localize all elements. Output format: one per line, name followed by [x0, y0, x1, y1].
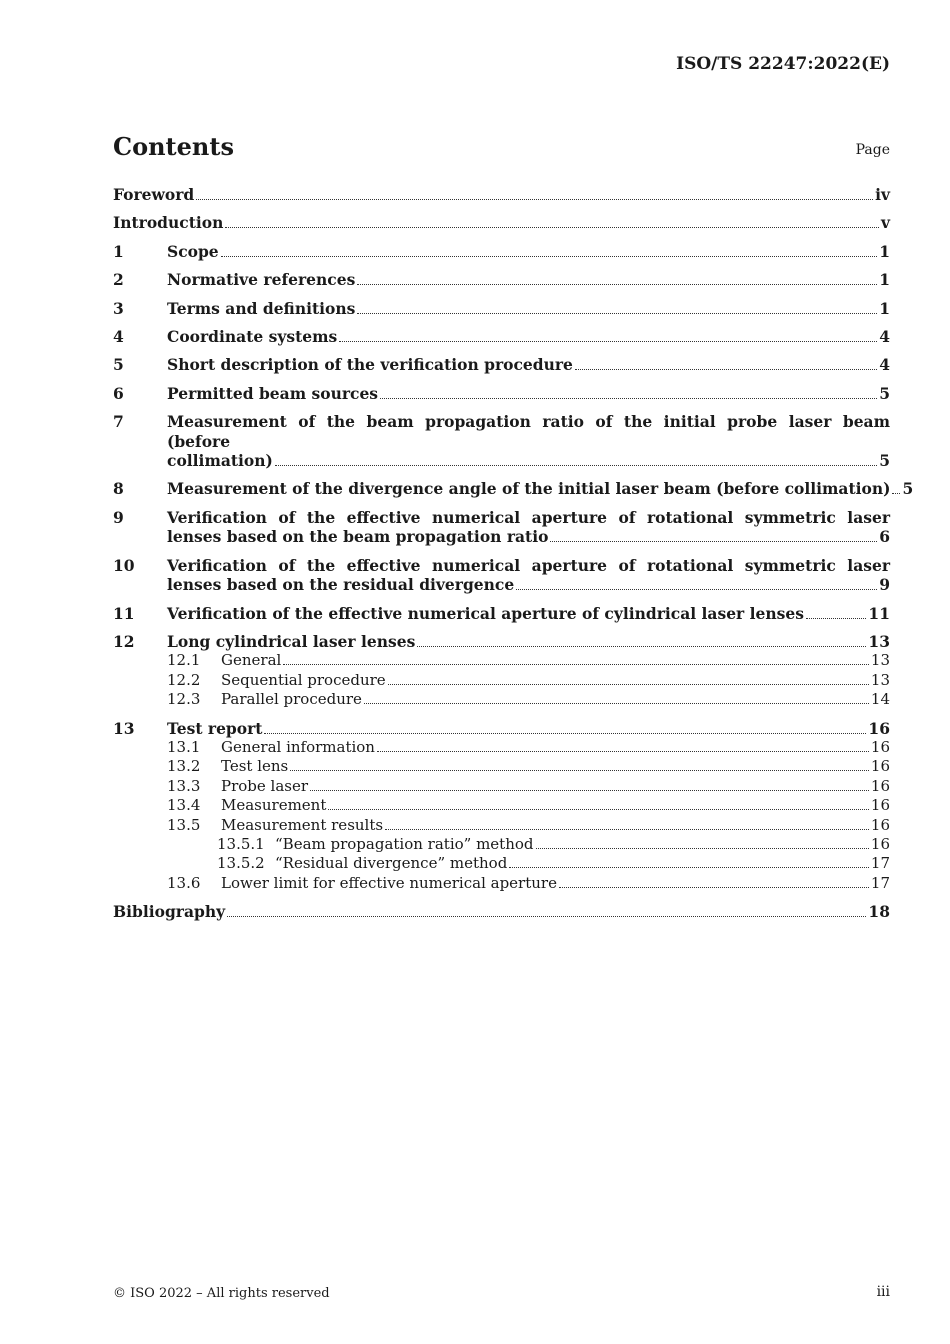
document-id: ISO/TS 22247:2022(E) — [676, 54, 890, 74]
toc-entry-number: 13 — [113, 718, 135, 738]
toc-entry-title-line: Parallel procedure — [221, 690, 362, 709]
toc-entry-number: 13.3 — [167, 776, 201, 795]
toc-entry-page: 1 — [879, 298, 890, 318]
toc-entry-title-line: Verification of the effective numerical aperture of rotational symmetric laser — [167, 555, 890, 575]
dot-leader — [357, 312, 877, 314]
toc-entry-page: 1 — [879, 270, 890, 290]
toc-entry[interactable] — [113, 690, 890, 709]
toc-entry[interactable] — [113, 479, 914, 499]
toc-entry-title-line: General information — [221, 737, 375, 756]
dot-leader — [339, 340, 877, 342]
toc-entry[interactable] — [113, 651, 890, 670]
toc-entry-title-line: Sequential procedure — [221, 670, 386, 689]
toc-entry-title-line: collimation) — [167, 451, 273, 471]
dot-leader — [364, 702, 869, 704]
toc-entry-number: 13.6 — [167, 873, 201, 892]
toc-entry[interactable] — [113, 632, 890, 651]
toc-entry-title — [221, 690, 890, 709]
toc-entry-number: 2 — [113, 270, 124, 290]
toc-entry[interactable] — [113, 604, 890, 623]
toc-entry-page: 5 — [879, 383, 890, 403]
toc-entry-number: 11 — [113, 603, 135, 623]
dot-leader — [310, 789, 869, 791]
toc-entry-title — [221, 757, 890, 776]
toc-entry-number: 4 — [113, 327, 124, 347]
page-column-label: Page — [855, 142, 890, 158]
toc-entry-page: 5 — [879, 451, 890, 471]
toc-entry-title — [221, 777, 890, 796]
toc-entry-number: 13.5.2 — [217, 854, 265, 873]
toc-entry-title — [221, 651, 890, 670]
toc-entry-page: 16 — [868, 718, 890, 738]
toc-entry-title-line: Measurement of the beam propagation ratio of the initial probe laser beam (before — [167, 412, 890, 451]
toc-entry-page: 14 — [870, 690, 890, 709]
toc-entry-title-line: lenses based on the beam propagation ratio — [167, 527, 549, 547]
toc-entry-title-line: lenses based on the residual divergence — [167, 575, 515, 595]
toc-entry-title-line: Bibliography — [113, 902, 226, 922]
toc-entry-number: 12.2 — [167, 670, 201, 689]
toc-entry[interactable] — [113, 719, 890, 738]
toc-entry[interactable] — [113, 816, 890, 835]
toc-entry-title-line: Foreword — [113, 185, 195, 204]
toc-entry-page: 18 — [868, 902, 890, 922]
toc-entry[interactable] — [113, 384, 890, 403]
toc-entry-title-line: Probe laser — [221, 776, 309, 795]
toc-entry-page: 4 — [879, 327, 890, 347]
toc-entry-title — [113, 185, 890, 204]
toc-entry-title — [113, 902, 890, 921]
dot-leader — [516, 588, 877, 590]
toc-entry-number: 13.5 — [167, 815, 201, 834]
toc-entry-title-line: Test lens — [221, 757, 289, 776]
toc-entry-page: 1 — [879, 241, 890, 261]
toc-entry-title — [221, 874, 890, 893]
toc-entry[interactable] — [113, 508, 890, 547]
dot-leader — [388, 683, 869, 685]
toc-entry-title — [275, 854, 890, 873]
toc-entry-page: 4 — [879, 355, 890, 375]
toc-entry-page: 17 — [870, 854, 890, 873]
dot-leader — [377, 750, 869, 752]
toc-entry[interactable] — [113, 270, 890, 289]
toc-entry[interactable] — [113, 874, 890, 893]
toc-entry-title — [221, 738, 890, 757]
dot-leader — [290, 769, 869, 771]
dot-leader — [264, 732, 866, 734]
toc-entry[interactable] — [113, 757, 890, 776]
toc-entry-title-line: Verification of the effective numerical aperture of cylindrical laser lenses — [167, 603, 804, 623]
toc-entry-title — [167, 719, 890, 738]
toc-entry-title — [221, 816, 890, 835]
toc-entry-title-line: “Residual divergence” method — [275, 854, 508, 873]
toc-entry-number: 7 — [113, 412, 124, 432]
dot-leader — [550, 540, 877, 542]
toc-entry-page: 16 — [870, 834, 890, 853]
toc-entry-page: 5 — [902, 479, 914, 499]
toc-entry-title-line: Introduction — [113, 213, 224, 233]
toc-entry-page: 13 — [870, 651, 890, 670]
dot-leader — [536, 847, 869, 849]
toc-entry-page: iv — [875, 185, 890, 204]
toc-entry-title — [167, 242, 890, 261]
toc-entry-title — [221, 671, 890, 690]
toc-entry-page: 16 — [870, 757, 890, 776]
toc-entry-title — [167, 412, 890, 470]
toc-entry-title-line: Test report — [167, 718, 263, 738]
dot-leader — [806, 617, 866, 619]
toc-entry-number: 10 — [113, 555, 135, 575]
toc-entry-number: 13.2 — [167, 757, 201, 776]
toc-entry[interactable] — [113, 355, 890, 374]
toc-entry-title — [113, 213, 890, 232]
toc-entry-page: 11 — [868, 603, 890, 623]
toc-entry[interactable] — [113, 327, 890, 346]
toc-entry[interactable] — [113, 412, 890, 470]
toc-entry[interactable] — [113, 556, 890, 595]
toc-entry[interactable] — [113, 835, 890, 854]
toc-entry-number: 12.1 — [167, 651, 201, 670]
dot-leader — [559, 886, 869, 888]
toc-entry-title — [221, 796, 890, 815]
toc-entry-title-line: Measurement results — [221, 815, 384, 834]
toc-entry[interactable] — [113, 185, 890, 204]
dot-leader — [892, 492, 900, 494]
toc-entry-title-line: Measurement — [221, 796, 327, 815]
toc-entry-page: 13 — [870, 670, 890, 689]
toc-entry-title — [167, 327, 890, 346]
toc-entry-title-line: Scope — [167, 241, 219, 261]
page-number: iii — [876, 1284, 890, 1300]
toc-entry-title — [275, 835, 890, 854]
dot-leader — [509, 866, 869, 868]
toc-entry-page: 16 — [870, 796, 890, 815]
toc-entry-title-line: Verification of the effective numerical aperture of rotational symmetric laser — [167, 507, 890, 527]
toc-entry-page: 17 — [870, 873, 890, 892]
toc-entry-title-line: Coordinate systems — [167, 327, 338, 347]
toc-entry-number: 6 — [113, 383, 124, 403]
toc-entry-title — [167, 299, 890, 318]
dot-leader — [225, 226, 879, 228]
dot-leader — [283, 663, 869, 665]
toc-entry-number: 9 — [113, 507, 124, 527]
toc-entry[interactable] — [113, 299, 890, 318]
toc-entry[interactable] — [113, 242, 890, 261]
toc-entry[interactable] — [113, 902, 890, 921]
toc-entry-page: 6 — [879, 527, 890, 547]
dot-leader — [357, 283, 877, 285]
toc-entry-number: 13.4 — [167, 796, 201, 815]
toc-entry-title — [167, 479, 914, 499]
toc-entry-number: 3 — [113, 298, 124, 318]
toc-entry[interactable] — [113, 796, 890, 815]
toc-entry-number: 13.1 — [167, 737, 201, 756]
toc-entry-number: 12.3 — [167, 690, 201, 709]
toc-entry-number: 12 — [113, 631, 135, 651]
toc-entry-number: 5 — [113, 355, 124, 375]
dot-leader — [196, 198, 873, 200]
toc-entry-title-line: Lower limit for effective numerical aperture — [221, 873, 557, 892]
toc-entry-title-line: “Beam propagation ratio” method — [275, 834, 534, 853]
toc-entry-title-line: General — [221, 651, 282, 670]
toc-entry-title-line: Measurement of the divergence angle of the initial laser beam (before collimation) — [167, 479, 891, 499]
toc-entry-title-line: Terms and definitions — [167, 298, 356, 318]
toc-entry-title — [167, 384, 890, 403]
toc-entry[interactable] — [113, 777, 890, 796]
toc-entry-page: 13 — [868, 631, 890, 651]
toc-entry-title-line: Normative references — [167, 270, 356, 290]
toc-entry-title — [167, 604, 890, 623]
toc-entry-page: 9 — [879, 575, 890, 595]
toc-entry-title — [167, 508, 890, 547]
toc-entry-title — [167, 556, 890, 595]
toc-entry-page: 16 — [870, 815, 890, 834]
toc-entry-number: 13.5.1 — [217, 834, 265, 853]
toc-entry-page: 16 — [870, 737, 890, 756]
toc-entry-number: 8 — [113, 479, 124, 499]
toc-entry[interactable] — [113, 213, 890, 232]
toc-entry-title — [167, 632, 890, 651]
toc-entry[interactable] — [113, 738, 890, 757]
dot-leader — [385, 828, 869, 830]
dot-leader — [380, 397, 877, 399]
toc-entry-title-line: Long cylindrical laser lenses — [167, 631, 416, 651]
contents-heading: Contents — [113, 132, 234, 161]
dot-leader — [328, 808, 869, 810]
toc-entry-page: 16 — [870, 776, 890, 795]
toc-entry-title — [167, 355, 890, 374]
dot-leader — [575, 368, 877, 370]
toc-entry[interactable] — [113, 671, 890, 690]
dot-leader — [417, 645, 866, 647]
table-of-contents — [113, 185, 914, 922]
copyright-notice: © ISO 2022 – All rights reserved — [113, 1286, 330, 1301]
toc-entry-title-line: Permitted beam sources — [167, 383, 379, 403]
toc-entry-title-line: Short description of the verification procedure — [167, 355, 573, 375]
toc-entry-number: 1 — [113, 241, 124, 261]
dot-leader — [275, 464, 877, 466]
toc-entry[interactable] — [113, 854, 890, 873]
toc-entry-title — [167, 270, 890, 289]
dot-leader — [221, 255, 878, 257]
dot-leader — [227, 915, 866, 917]
toc-entry-page: v — [880, 213, 890, 233]
